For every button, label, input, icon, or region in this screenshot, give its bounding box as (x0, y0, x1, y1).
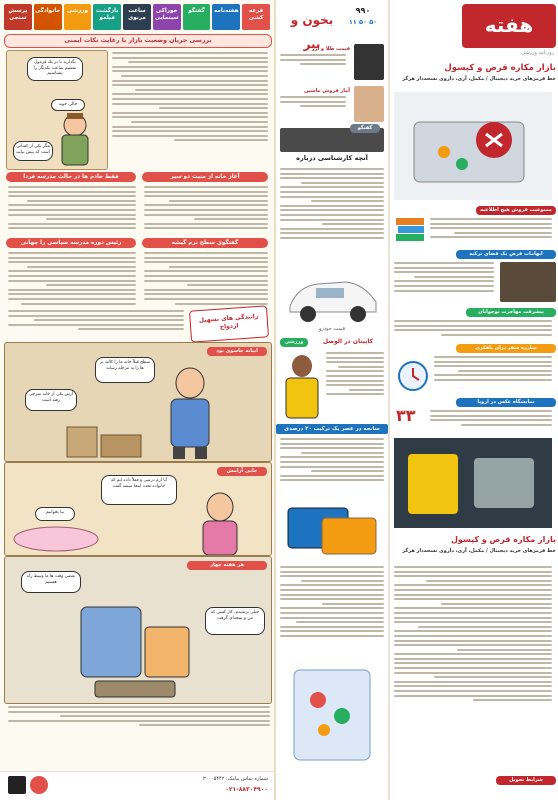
main-title: بازار مکاره قرص و کپسول (444, 63, 556, 73)
panel-3-tag: هر هفته چهار (187, 561, 267, 570)
car-icon (282, 270, 382, 324)
fuel-pump-image-icon (394, 438, 552, 528)
issue-date: ۵۰ ۵۰ ۱۱ (348, 18, 378, 26)
bottom-text-lines (8, 706, 270, 729)
tab-3[interactable]: گفتگو (183, 4, 211, 30)
bubble-d: سطح قبلاً خانه ما را کالبد تر ها را به مرحله رساند (95, 357, 155, 383)
headline-text: بررسی جریان وضعیت بازار با رعایت نکات ایمنی (64, 37, 212, 44)
bed-icon (11, 519, 101, 553)
story4-title[interactable]: مبارزه سفر برای بافکری (456, 344, 556, 353)
story2-photo[interactable] (500, 262, 556, 302)
brand-text: بخون و ببر (290, 13, 334, 51)
panel-1-tag: ابیانه جاسوی بود (207, 347, 267, 356)
tab-9[interactable]: پرسش سنجی (4, 4, 32, 30)
hero-image-icon (394, 92, 552, 200)
item1-lines (280, 54, 346, 68)
bubble-f: آیا ازم درسی و فعلاً داده ایم که خانواده تحت اینجا میشه گفت (101, 475, 177, 505)
left-column (0, 0, 276, 800)
footer-phone[interactable]: ۰۲۱-۸۸۳۰۴۹۰۰ (225, 786, 268, 793)
main-subtitle: خط قرمزهای خرید دیجیتال / مکمل، آری، داروی نسخه‌دار هرگز (402, 76, 556, 82)
bubble-b: خالی خوند (51, 99, 85, 111)
machine-illustration-icon (75, 597, 195, 701)
column-title: آنچه کارشناسی درباره (296, 154, 368, 162)
main-logo (462, 4, 556, 48)
bubble-a: بگذارید تا در یک فرمول تقسیم ساعت یکدیگر را بشناسیم (27, 57, 83, 81)
item1-title[interactable]: قیمت طلا و ارز (311, 46, 350, 52)
bottom-tag[interactable]: شرایط تحویل (496, 776, 556, 785)
section-title-2: فقط خادم ها در حالت مدرسه فردا (6, 172, 136, 182)
comic-panel-1 (4, 342, 272, 462)
lower-title: بازار مکاره قرص و کپسول (450, 535, 556, 544)
bubble-g: بیا بخوابیم (35, 507, 75, 521)
column-banner (280, 125, 384, 152)
section-2-text (8, 186, 136, 232)
big-number: ۳۳ (396, 406, 416, 425)
story2-lines (394, 262, 494, 294)
comic-panel-2 (4, 462, 272, 556)
mid-banner (276, 424, 388, 434)
story3-lines (394, 320, 552, 338)
column-tag: گفتگو (350, 124, 380, 133)
column-lines (280, 168, 384, 242)
item2-title[interactable]: آمار فروش ماشین (304, 88, 350, 94)
story2-title[interactable]: ابهامات فرض یک فضای ترکیه (456, 250, 556, 259)
category-nav (4, 4, 270, 30)
logo-text: هفته (484, 13, 534, 37)
story5-title[interactable]: نمایشگاه عکس در اروپا (456, 398, 556, 407)
tab-2[interactable]: هفته‌نامه (212, 4, 240, 30)
mid-banner-lines (280, 438, 384, 484)
logo-subtitle: روزنامه ورزشی (521, 50, 554, 56)
section-1-text (144, 186, 268, 232)
logo-badge-icon (30, 776, 48, 794)
comic-panel-3 (4, 556, 272, 704)
intro-text-lines (112, 52, 268, 144)
story3-title[interactable]: پیشرفت مهاجرت نوجوانان (466, 308, 556, 317)
top-comic (6, 50, 108, 170)
bubble-e: آرش یکی از خانه سرچی رفته است (25, 389, 77, 411)
tab-1[interactable]: قرعه کشی (242, 4, 270, 30)
lower-lines (394, 566, 552, 704)
boxes-icon (65, 413, 145, 459)
section-4-text (8, 252, 136, 307)
bubble-c: مگر یکی از کسانی است که پیش بیایند (13, 141, 53, 161)
comic-character-icon (45, 111, 105, 169)
top-items (280, 44, 384, 124)
tab-8[interactable]: خانوادگی (34, 4, 62, 30)
item2-lines (280, 96, 346, 110)
right-column (388, 0, 558, 800)
alarm-clock-icon (394, 356, 432, 394)
qr-code-icon[interactable] (8, 776, 26, 794)
lower-subtitle: خط قرمزهای خرید دیجیتال / مکمل، آری، داروی نسخه‌دار هرگز (402, 548, 556, 554)
notice-card (189, 305, 269, 342)
issue-number: ۹۹۰ (355, 6, 371, 15)
footballer-lines (326, 352, 384, 398)
footballer-photo-icon (280, 352, 324, 422)
footer-text: شماره تماس پیامک: ۳۰۰۰۵۴۴۲ (202, 776, 268, 782)
car-caption: قیمت خودرو (318, 326, 346, 332)
story1-title[interactable]: ممنوعیت فروش هیچ اطلاعیه (476, 206, 556, 215)
story5-lines (430, 410, 552, 428)
notice-text-lines (8, 310, 184, 333)
issue-box (342, 6, 384, 40)
bubble-i: خیلی ترسیدم. کار کسی که من و نتیجه‌ای گرفت (205, 607, 265, 635)
item-thumb-2[interactable] (354, 86, 384, 122)
pills-hand-icon (284, 660, 380, 770)
bubble-h: بعضی وقت ها ما وسط راه هستیم (21, 571, 81, 593)
tab-7[interactable]: ورزشی (64, 4, 92, 30)
item-thumb-1[interactable] (354, 44, 384, 80)
story1-lines (430, 218, 552, 241)
lower-mid-lines (280, 566, 384, 640)
woman-character-icon (185, 489, 255, 555)
tab-4[interactable]: خوراکی سینمایی (153, 4, 181, 30)
section-title-1: آغاز خانه از منبت دو سیر (142, 172, 268, 182)
mid-banner-text: سانحه در عصر یک ترکیب ۲۰ درصدی (284, 426, 380, 432)
headline-bar (4, 34, 272, 48)
old-man-character-icon (155, 363, 225, 459)
section-title-3: گفتگوی سطح نرم گیشه (142, 238, 268, 248)
tab-6[interactable]: بازگشت فیلمو (93, 4, 121, 30)
books-icon (394, 214, 428, 244)
tab-5[interactable]: ساعت مرنوی (123, 4, 151, 30)
notice-text: رانندگی های تسهیل ازدواج (198, 312, 259, 331)
left-footer (0, 771, 274, 800)
story4-lines (434, 356, 552, 384)
section-3-text (144, 252, 268, 307)
card-image-icon (282, 500, 382, 560)
footballer-tag: ورزشی (280, 338, 308, 347)
middle-column (276, 0, 388, 800)
panel-2-tag: جایی آرامش (217, 467, 267, 476)
section-title-4: رئیس دوره مدرسه سیاسی را جهانی (6, 238, 136, 248)
footballer-title: کاپیتان در الوصل (322, 338, 374, 345)
